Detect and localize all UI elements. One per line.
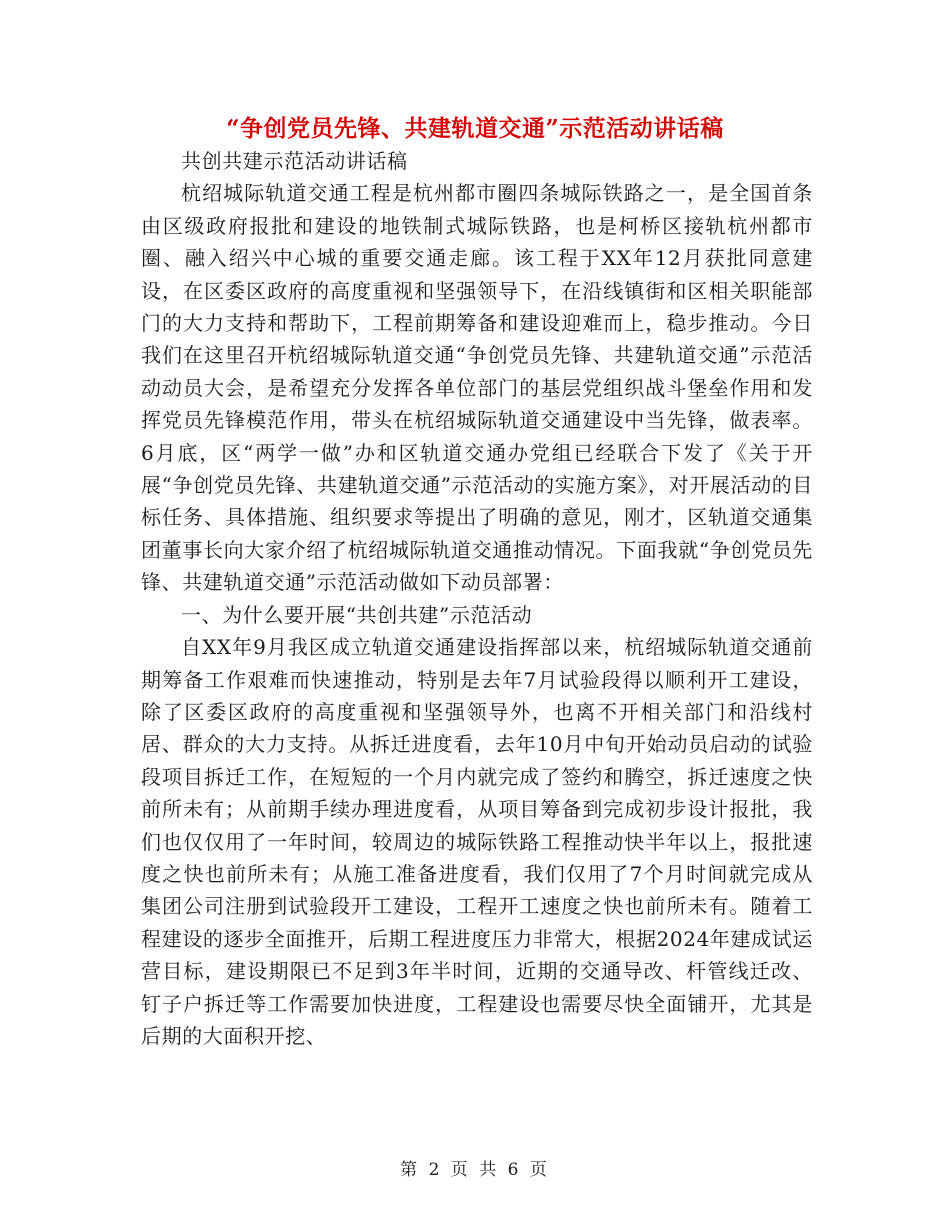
document-title: “争创党员先锋、共建轨道交通”示范活动讲话稿 [226,115,724,142]
page-number: 第 2 页 共 6 页 [400,1160,550,1180]
section-heading: 一、为什么要开展“共创共建”示范活动 [181,602,533,627]
paragraph-progress: 自XX年9月我区成立轨道交通建设指挥部以来，杭绍城际轨道交通前期筹备工作艰难而快速推动，特别是去年7月试验段得以顺利开工建设，除了区委区政府的高度重视和坚强领导外，也离不开相关部门和沿线村居、群众的大力支持。从拆迁进度看，去年10月中旬开始动员启动的试验段项目拆迁工作，在短短的一个月内就完成了签约和腾空，拆迁速度之快前所未有；从前期手续办理进度看，从项目筹备到完成初步设计报批，我们也仅仅用了一年时间，较周边的城际铁路工程推动快半年以上，报批速度之快也前所未有；从施工准备进度看，我们仅用了7个月时间就完成从集团公司注册到试验段开工建设，工程开工速度之快也前所未有。随着工程建设的逐步全面推开，后期工程进度压力非常大，根据2024年建成试运营目标，建设期限已不足到3年半时间，近期的交通导改、杆管线迁改、钉子户拆迁等工作需要加快进度，工程建设也需要尽快全面铺开，尤其是后期的大面积开挖、 [141,635,813,1048]
paragraph-intro: 杭绍城际轨道交通工程是杭州都市圈四条城际铁路之一，是全国首条由区级政府报批和建设的地铁制式城际铁路，也是柯桥区接轨杭州都市圈、融入绍兴中心城的重要交通走廊。该工程于XX年12月获批同意建设，在区委区政府的高度重视和坚强领导下，在沿线镇街和区相关职能部门的大力支持和帮助下，工程前期筹备和建设迎难而上，稳步推动。今日我们在这里召开杭绍城际轨道交通“争创党员先锋、共建轨道交通”示范活动动员大会，是希望充分发挥各单位部门的基层党组织战斗堡垒作用和发挥党员先锋模范作用，带头在杭绍城际轨道交通建设中当先锋，做表率。6月底，区“两学一做”办和区轨道交通办党组已经联合下发了《关于开展“争创党员先锋、共建轨道交通”示范活动的实施方案》，对开展活动的目标任务、具体措施、组织要求等提出了明确的意见，刚才，区轨道交通集团董事长向大家介绍了杭绍城际轨道交通推动情况。下面我就“争创党员先锋、共建轨道交通”示范活动做如下动员部署： [141,181,813,595]
paragraph-subtitle: 共创共建示范活动讲话稿 [181,149,408,173]
document-body [141,145,813,1052]
